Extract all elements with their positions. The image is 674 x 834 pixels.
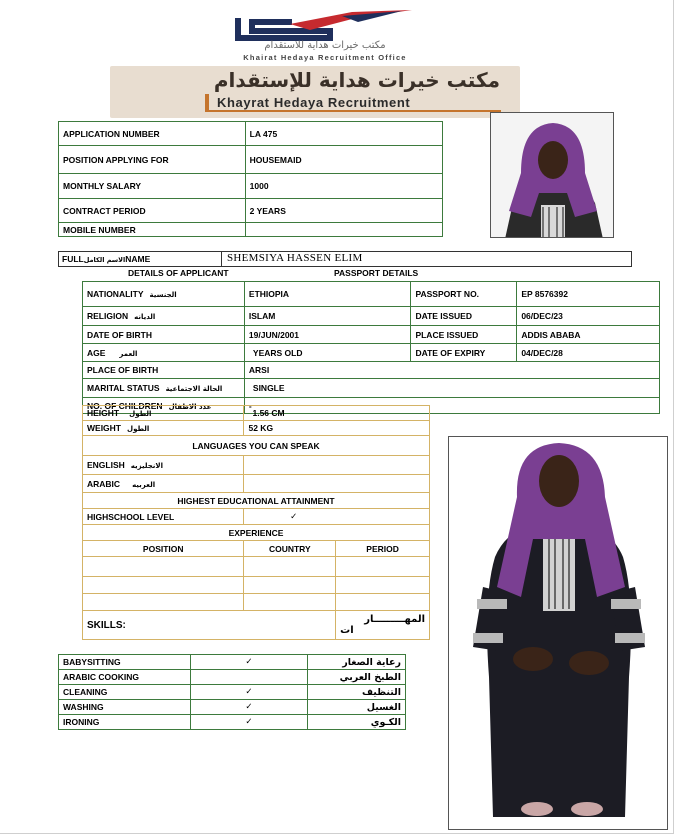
experience-cell (83, 594, 244, 611)
skill-arabic-cooking-label: ARABIC COOKING (59, 670, 191, 685)
table-row (59, 146, 443, 174)
date-issued-value: 06/DEC/23 (517, 307, 660, 326)
mobile-value (245, 223, 442, 237)
skill-ironing-label: IRONING (59, 715, 191, 730)
table-row (83, 557, 430, 577)
height-label-arabic: الطول (129, 410, 152, 418)
table-row (59, 199, 443, 223)
marital-label (83, 379, 245, 398)
table-row (83, 577, 430, 594)
application-table (58, 121, 443, 237)
arabic-value (244, 475, 430, 493)
skill-cleaning-arabic: التنظيف (308, 685, 406, 700)
experience-cell (244, 557, 336, 577)
mobile-label: MOBILE NUMBER (59, 223, 246, 237)
weight-label-text: WEIGHT (87, 423, 121, 433)
nationality-label-arabic: الجنسية (149, 291, 177, 299)
nationality-label (83, 282, 245, 307)
table-row (59, 122, 443, 146)
skill-cleaning-label: CLEANING (59, 685, 191, 700)
full-name-label-arabic: الاسم الكامل (83, 256, 126, 264)
table-row (59, 174, 443, 199)
children-label-arabic: عدد الاطفال (168, 402, 212, 411)
height-label (83, 406, 244, 421)
table-row (83, 379, 660, 398)
logo-english-text: Khairat Hedaya Recruitment Office (243, 53, 407, 62)
religion-label (83, 307, 245, 326)
personal-skills-table (82, 402, 430, 640)
experience-cell (336, 594, 430, 611)
nationality-value: ETHIOPIA (244, 282, 411, 307)
date-issued-label: DATE ISSUED (411, 307, 517, 326)
full-name-row (58, 251, 632, 267)
date-of-expiry-value: 04/DEC/28 (517, 344, 660, 362)
age-label-arabic: العمر (119, 349, 138, 358)
table-row (59, 700, 406, 715)
experience-cell (83, 577, 244, 594)
skill-babysitting-label: BABYSITTING (59, 655, 191, 670)
position-value: HOUSEMAID (245, 146, 442, 174)
english-label (83, 456, 244, 475)
religion-label-arabic: الديانه (134, 313, 156, 321)
table-row (59, 715, 406, 730)
dob-value: 19/JUN/2001 (244, 326, 411, 344)
table-row (59, 685, 406, 700)
table-row (83, 611, 430, 640)
full-body-photo (448, 436, 668, 830)
skill-babysitting-check-icon: ✓ (190, 655, 307, 670)
religion-value: ISLAM (244, 307, 411, 326)
table-row (59, 670, 406, 685)
age-label-text: AGE (87, 347, 106, 358)
applicant-section-title: DETAILS OF APPLICANT (128, 268, 229, 278)
english-label-arabic: الانجليزيه (130, 462, 164, 470)
table-row (59, 655, 406, 670)
application-number-value: LA 475 (245, 122, 442, 146)
marital-label-arabic: الحالة الاجتماعية (165, 385, 223, 393)
height-value-text: 1.56 CM (252, 408, 285, 418)
passport-number-label: PASSPORT NO. (411, 282, 517, 307)
date-of-expiry-label: DATE OF EXPIRY (411, 344, 517, 362)
table-row (83, 594, 430, 611)
experience-section-title: EXPERIENCE (83, 525, 430, 541)
experience-header-country: COUNTRY (244, 541, 336, 557)
age-label (83, 344, 245, 362)
education-label: HIGHSCHOOL LEVEL (83, 509, 244, 525)
education-section-title: HIGHEST EDUCATIONAL ATTAINMENT (83, 493, 430, 509)
banner-arabic-title: مكتب خيرات هداية للإستقدام (213, 68, 500, 92)
applicant-details-table (82, 281, 660, 414)
experience-header-period: PERIOD (336, 541, 430, 557)
arabic-label-arabic: العربيه (132, 480, 156, 489)
age-value (244, 344, 411, 362)
skill-ironing-arabic: الكـوي (308, 715, 406, 730)
place-issued-value: ADDIS ABABA (517, 326, 660, 344)
skill-washing-check-icon: ✓ (190, 700, 307, 715)
height-label-text: HEIGHT (87, 408, 120, 418)
logo-arabic-text: مكتب خيرات هداية للاستقدام (264, 40, 386, 51)
full-name-label (62, 254, 150, 264)
table-row (83, 436, 430, 456)
table-row (83, 326, 660, 344)
english-label-text: ENGLISH (87, 460, 125, 470)
full-body-portrait-icon (449, 437, 668, 830)
english-value (244, 456, 430, 475)
weight-label-arabic: الطول (127, 425, 150, 433)
experience-cell (336, 577, 430, 594)
skills-label-arabic (336, 611, 430, 640)
full-name-label-suffix: NAME (125, 254, 151, 264)
children-label-text: NO. OF CHILDREN (87, 400, 163, 411)
skills-arabic-line-2: ات (340, 625, 354, 636)
skill-washing-arabic: الغسيل (308, 700, 406, 715)
table-row (59, 223, 443, 237)
age-value-text: YEARS OLD (252, 347, 303, 358)
contract-value: 2 YEARS (245, 199, 442, 223)
skill-arabic-cooking-check-icon (190, 670, 307, 685)
table-row (83, 509, 430, 525)
company-banner (110, 66, 520, 118)
marital-label-text: MARITAL STATUS (87, 383, 160, 393)
passport-number-value: EP 8576392 (517, 282, 660, 307)
marital-value (244, 379, 659, 398)
logo-mark-icon (232, 8, 418, 42)
full-name-value: SHEMSIYA HASSEN ELIM (227, 252, 363, 264)
table-row (83, 525, 430, 541)
nationality-label-text: NATIONALITY (87, 289, 144, 299)
table-row (83, 307, 660, 326)
arabic-label-text: ARABIC (87, 478, 121, 489)
table-row (83, 456, 430, 475)
table-row (83, 475, 430, 493)
skills-arabic-line-1: المهـــــــــار (364, 614, 425, 625)
skill-arabic-cooking-arabic: الطبخ العربي (308, 670, 406, 685)
dob-label: DATE OF BIRTH (83, 326, 245, 344)
position-label: POSITION APPLYING FOR (59, 146, 246, 174)
children-value: - (244, 398, 659, 414)
height-value (244, 406, 430, 421)
languages-section-title: LANGUAGES YOU CAN SPEAK (83, 436, 430, 456)
religion-label-text: RELIGION (87, 311, 129, 321)
table-row (83, 362, 660, 379)
full-name-divider (221, 252, 222, 266)
company-logo (232, 8, 418, 64)
experience-cell (83, 557, 244, 577)
salary-value: 1000 (245, 174, 442, 199)
experience-header-position: POSITION (83, 541, 244, 557)
experience-cell (244, 577, 336, 594)
contract-label: CONTRACT PERIOD (59, 199, 246, 223)
table-row (83, 541, 430, 557)
table-row (83, 493, 430, 509)
passport-section-title: PASSPORT DETAILS (334, 268, 419, 278)
banner-english-title: Khayrat Hedaya Recruitment (205, 94, 501, 112)
arabic-label (83, 475, 244, 493)
skill-washing-label: WASHING (59, 700, 191, 715)
pob-label: PLACE OF BIRTH (83, 362, 245, 379)
skill-ironing-check-icon: ✓ (190, 715, 307, 730)
weight-label (83, 421, 244, 436)
table-row (83, 406, 430, 421)
marital-value-text: SINGLE (252, 383, 285, 393)
table-row (83, 421, 430, 436)
table-row (83, 282, 660, 307)
weight-value: 52 KG (244, 421, 430, 436)
skill-cleaning-check-icon: ✓ (190, 685, 307, 700)
pob-value: ARSI (244, 362, 659, 379)
application-number-label: APPLICATION NUMBER (59, 122, 246, 146)
headshot-portrait-icon (491, 113, 614, 238)
experience-cell (336, 557, 430, 577)
place-issued-label: PLACE ISSUED (411, 326, 517, 344)
skills-checklist-table (58, 654, 406, 730)
salary-label: MONTHLY SALARY (59, 174, 246, 199)
skills-label: SKILLS: (83, 611, 336, 640)
full-name-label-prefix: FULL (62, 254, 84, 264)
skill-babysitting-arabic: رعاية الصغار (308, 655, 406, 670)
headshot-photo (490, 112, 614, 238)
education-check-icon: ✓ (244, 509, 430, 525)
experience-cell (244, 594, 336, 611)
table-row (83, 344, 660, 362)
